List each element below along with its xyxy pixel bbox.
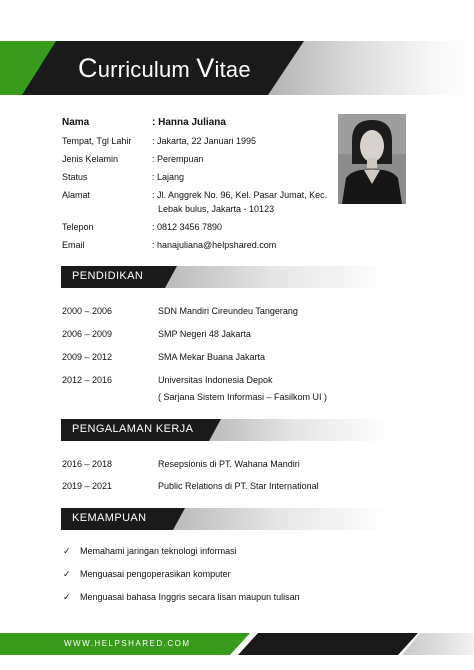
email-value: : hanajuliana@helpshared.com [152,240,277,250]
education-title: PENDIDIKAN [72,270,144,282]
address-label: Alamat [62,190,91,200]
experience-role: Public Relations di PT. Star International [158,481,319,491]
education-year: 2012 – 2016 [62,375,113,385]
education-year: 2000 – 2006 [62,306,113,316]
birth-value: : Jakarta, 22 Januari 1995 [152,136,257,146]
education-school: SDN Mandiri Cireundeu Tangerang [158,306,298,316]
address-value-line1: : Jl. Anggrek No. 96, Kel. Pasar Jumat, Kec. [152,190,328,200]
experience-year: 2016 – 2018 [62,459,113,469]
experience-header-fade [204,419,390,441]
experience-role: Resepsionis di PT. Wahana Mandiri [158,459,300,469]
education-school: SMA Mekar Buana Jakarta [158,352,266,362]
footer-website: WWW.HELPSHARED.COM [64,639,191,648]
skill-item: Menguasai pengoperasikan komputer [80,569,231,579]
status-label: Status [62,172,88,182]
email-label: Email [62,240,85,250]
phone-label: Telepon [62,222,94,232]
footer-black-band [238,633,418,655]
education-year: 2006 – 2009 [62,329,113,339]
checkmark-icon: ✓ [63,546,71,556]
phone-value: : 0812 3456 7890 [152,222,223,232]
experience-title: PENGALAMAN KERJA [72,423,194,435]
status-value: : Lajang [152,172,185,182]
birth-label: Tempat, Tgl Lahir [62,136,132,146]
checkmark-icon: ✓ [63,569,71,579]
page-title: Curriculum Vitae [78,53,251,83]
checkmark-icon: ✓ [63,592,71,602]
education-header-fade [160,266,390,288]
skill-item: Memahami jaringan teknologi informasi [80,546,237,556]
skills-title: KEMAMPUAN [72,512,147,524]
gender-value: : Perempuan [152,154,204,164]
skills-header-fade [168,508,390,530]
education-school: Universitas Indonesia Depok [158,375,273,385]
education-school: SMP Negeri 48 Jakarta [158,329,251,339]
gender-label: Jenis Kelamin [62,154,119,164]
name-label: Nama [62,117,90,128]
name-value: : Hanna Juliana [152,117,226,128]
education-year: 2009 – 2012 [62,352,113,362]
education-degree-note: ( Sarjana Sistem Informasi – Fasilkom UI ) [158,392,328,402]
profile-photo [338,114,406,204]
skill-item: Menguasai bahasa Inggris secara lisan maupun tulisan [80,592,300,602]
portrait-image [338,114,406,204]
experience-year: 2019 – 2021 [62,481,113,491]
address-value-line2: Lebak bulus, Jakarta - 10123 [158,204,275,214]
